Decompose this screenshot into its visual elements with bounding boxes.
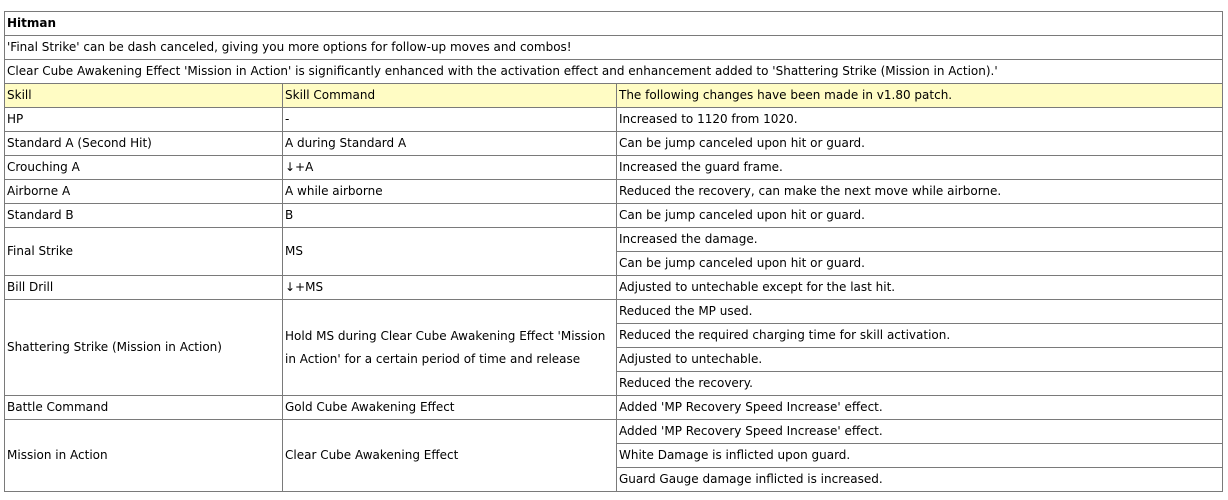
table-row <box>5 396 1223 420</box>
skill-cell: Mission in Action <box>5 420 283 492</box>
change-cell: Increased to 1120 from 1020. <box>617 108 1223 132</box>
change-cell: Adjusted to untechable except for the last hit. <box>617 276 1223 300</box>
change-cell: Increased the damage. <box>617 228 1223 252</box>
skill-cell: Final Strike <box>5 228 283 276</box>
change-cell: Reduced the MP used. <box>617 300 1223 324</box>
patch-notes-container <box>4 11 1222 492</box>
command-cell: Clear Cube Awakening Effect <box>283 420 617 492</box>
header-changes: The following changes have been made in v1.80 patch. <box>617 84 1223 108</box>
skill-cell: Standard B <box>5 204 283 228</box>
change-cell: Reduced the required charging time for skill activation. <box>617 324 1223 348</box>
skill-cell: HP <box>5 108 283 132</box>
change-cell: Reduced the recovery. <box>617 372 1223 396</box>
change-cell: Added 'MP Recovery Speed Increase' effect. <box>617 420 1223 444</box>
skill-cell: Standard A (Second Hit) <box>5 132 283 156</box>
table-row <box>5 180 1223 204</box>
change-cell: Can be jump canceled upon hit or guard. <box>617 132 1223 156</box>
note-row <box>5 36 1223 60</box>
table-row <box>5 156 1223 180</box>
table-row <box>5 420 1223 444</box>
change-cell: Can be jump canceled upon hit or guard. <box>617 252 1223 276</box>
note-row <box>5 60 1223 84</box>
command-cell: - <box>283 108 617 132</box>
command-cell: B <box>283 204 617 228</box>
header-command: Skill Command <box>283 84 617 108</box>
skill-cell: Shattering Strike (Mission in Action) <box>5 300 283 396</box>
command-cell: ↓+MS <box>283 276 617 300</box>
skill-cell: Bill Drill <box>5 276 283 300</box>
skill-cell: Airborne A <box>5 180 283 204</box>
change-cell: Guard Gauge damage inflicted is increased. <box>617 468 1223 492</box>
table-row <box>5 276 1223 300</box>
table-row <box>5 300 1223 324</box>
command-cell: A while airborne <box>283 180 617 204</box>
change-cell: Can be jump canceled upon hit or guard. <box>617 204 1223 228</box>
command-cell: ↓+A <box>283 156 617 180</box>
change-cell: White Damage is inflicted upon guard. <box>617 444 1223 468</box>
patch-notes-table <box>4 11 1223 492</box>
title-row <box>5 12 1223 36</box>
command-cell: A during Standard A <box>283 132 617 156</box>
table-row <box>5 228 1223 252</box>
patch-notes-body <box>5 12 1223 492</box>
table-row <box>5 108 1223 132</box>
table-row <box>5 204 1223 228</box>
table-row <box>5 132 1223 156</box>
character-title: Hitman <box>5 12 1223 36</box>
command-cell: Gold Cube Awakening Effect <box>283 396 617 420</box>
change-cell: Added 'MP Recovery Speed Increase' effect. <box>617 396 1223 420</box>
command-cell: MS <box>283 228 617 276</box>
command-cell: Hold MS during Clear Cube Awakening Effect 'Mission in Action' for a certain period of time and release <box>283 300 617 396</box>
change-cell: Adjusted to untechable. <box>617 348 1223 372</box>
skill-cell: Battle Command <box>5 396 283 420</box>
header-skill: Skill <box>5 84 283 108</box>
header-row <box>5 84 1223 108</box>
note-text: 'Final Strike' can be dash canceled, giving you more options for follow-up moves and combos! <box>5 36 1223 60</box>
change-cell: Increased the guard frame. <box>617 156 1223 180</box>
change-cell: Reduced the recovery, can make the next move while airborne. <box>617 180 1223 204</box>
note-text: Clear Cube Awakening Effect 'Mission in Action' is significantly enhanced with the activation effect and enhancement added to 'Shattering Strike (Mission in Action).' <box>5 60 1223 84</box>
skill-cell: Crouching A <box>5 156 283 180</box>
